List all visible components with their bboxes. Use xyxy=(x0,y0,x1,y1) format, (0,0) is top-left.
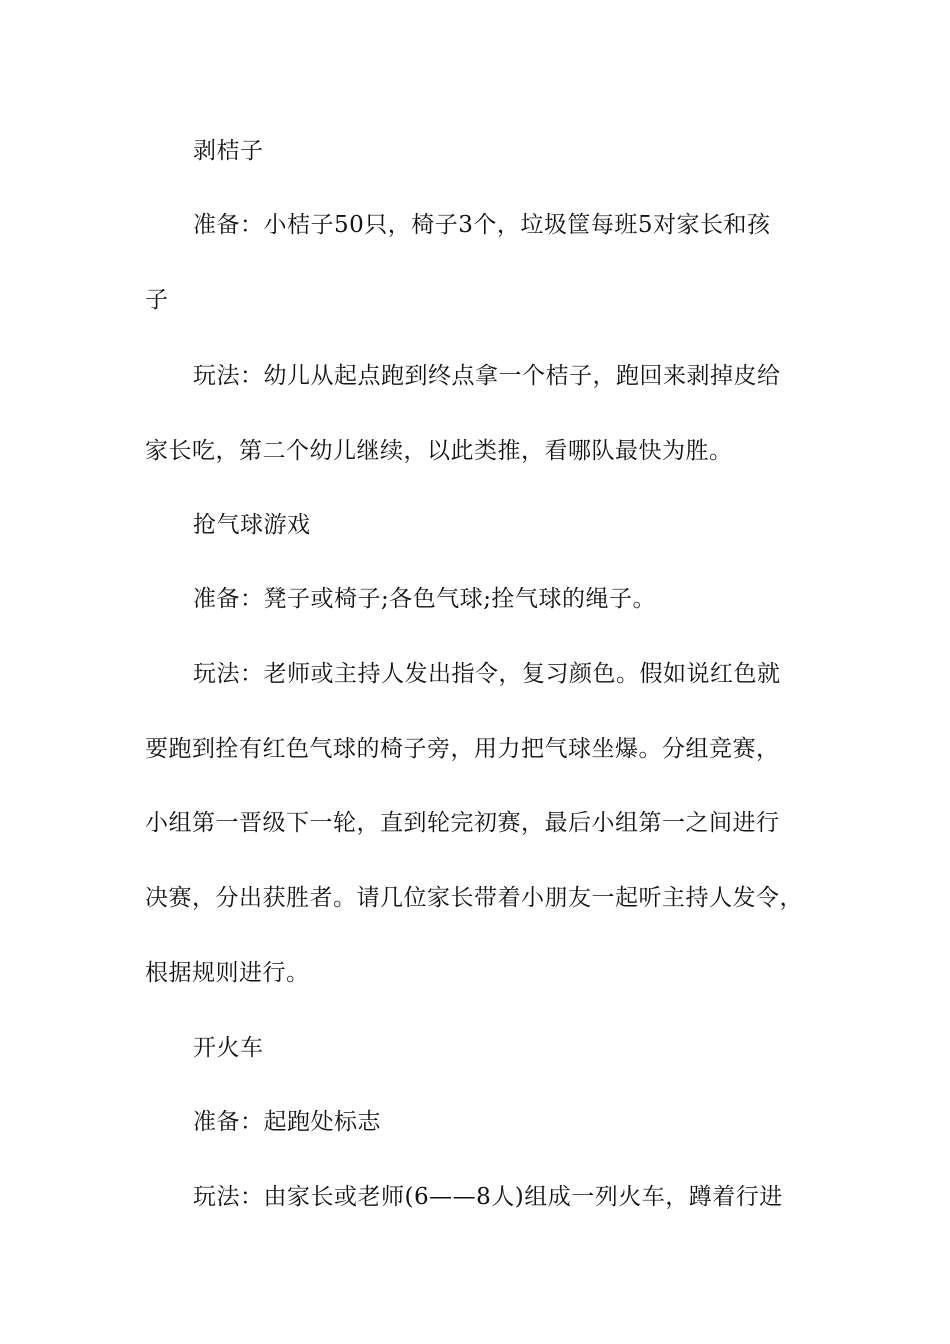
section-title-balloon-game: 抢气球游戏 xyxy=(193,512,311,538)
paragraph-line: 根据规则进行。 xyxy=(145,960,310,986)
paragraph-line: 决赛，分出获胜者。请几位家长带着小朋友一起听主持人发令， xyxy=(145,885,803,911)
section-title-train-game: 开火车 xyxy=(193,1035,264,1061)
paragraph-line: 要跑到拴有红色气球的椅子旁，用力把气球坐爆。分组竞赛， xyxy=(145,736,780,762)
paragraph-line: 小组第一晋级下一轮，直到轮完初赛，最后小组第一之间进行 xyxy=(145,810,780,836)
paragraph-line: 子 xyxy=(145,287,169,313)
paragraph-line: 玩法：老师或主持人发出指令，复习颜色。假如说红色就 xyxy=(193,661,781,687)
paragraph-line: 家长吃，第二个幼儿继续，以此类推，看哪队最快为胜。 xyxy=(145,438,733,464)
paragraph-line: 准备：小桔子50只，椅子3个，垃圾筐每班5对家长和孩 xyxy=(193,212,771,238)
section-title-peel-oranges: 剥桔子 xyxy=(193,138,264,164)
paragraph-line: 玩法：幼儿从起点跑到终点拿一个桔子，跑回来剥掉皮给 xyxy=(193,363,781,389)
paragraph-line: 准备：凳子或椅子;各色气球;拴气球的绳子。 xyxy=(193,586,656,612)
paragraph-line: 准备：起跑处标志 xyxy=(193,1109,381,1135)
paragraph-line: 玩法：由家长或老师(6——8人)组成一列火车，蹲着行进 xyxy=(193,1184,783,1210)
